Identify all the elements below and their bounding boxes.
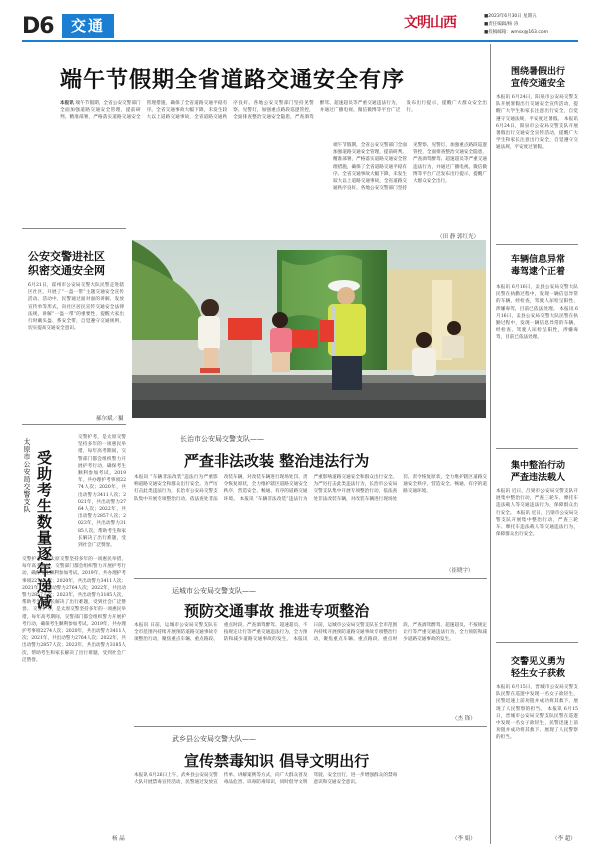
lead-photo [132,240,486,418]
art2-title: 预防交通事故 推进专项整治 [184,602,370,620]
art1-author: （崔晓宇） [446,568,474,574]
lead-body: 本报讯 端午节假期，全省公安交警部门全面加强道路交通安全管理，提前研判、精准部署，严格落实道路交通安全管理措施，确保了全省道路交通平稳有序。全省交通事故大幅下降，未发生较大以上道路交通事故，全省道路交通秩序良好。各地公安交警部门坚持见警察、见警灯，加强重点路段巡逻管控，全面排查整治交通安全隐患，严查酒驾醉驾、超速超员等严重交通违法行为，并通过广播电视、微信微博等平台广泛发布出行提示，提醒广大群众安全出行。 [60,101,487,121]
art2-dept: 运城市公安局交警支队—— [172,587,256,595]
r2-body: 本报讯 6月16日，盂县公安局交警大队民警在执勤过程中，发现一辆信息异常的车辆，经检查，驾驶人尿检呈阳性，涉嫌毒驾，目前已依法处理。 本报讯 6月16日，盂县公安局交警大队民警在执勤过程中，发现一辆信息异常的车辆，经检查，驾驶人尿检呈阳性，涉嫌毒驾，目前已依法处理。 [496,285,578,341]
masthead-logo: 文明山西 [404,15,456,31]
date: ■2023年6月30日 星期五 [484,14,537,19]
art3-dept: 武乡县公安局交警大队—— [172,735,256,743]
vert-dept: 太原市公安局交警支队 [23,438,31,513]
side-box-rule [22,228,126,229]
r4-title: 交警见义勇为 轻生女子获救 [510,657,565,679]
r1-body: 本报讯 6月24日，阳泉市公安局交警支队开展暑假出行交通安全宣传活动，提醒广大学生和家长注意出行安全，自觉遵守交通法规，平安度过暑假。 本报讯 6月24日，阳泉市公安局交警支队开展暑假出行交通安全宣传活动，提醒广大学生和家长注意出行安全，自觉遵守交通法规，平安度过暑假。 [496,95,578,151]
art2-rule [134,578,487,579]
art1-dept: 长治市公安局交警支队—— [180,435,264,443]
r3-title: 集中整治行动 严查违法载人 [510,461,565,483]
header-rule [22,40,578,42]
email: ■投稿邮箱：wmsx@163.com [484,30,548,35]
r3-rule [496,448,578,449]
r4-body: 本报讯 6月15日，晋城市公安局交警支队民警在巡逻中发现一名女子欲轻生，民警迅速上前劝阻并成功将其救下，展现了人民警察的担当。 本报讯 6月15日，晋城市公安局交警支队民警在巡逻中发现一名女子欲轻生，民警迅速上前劝阻并成功将其救下，展现了人民警察的担当。 [496,685,578,741]
vert-title: 受助考生数量逐年递减 [35,450,53,610]
side-box-body: 6月21日，霍州市公安局交警大队民警走进辖区社区，开展了“一盔一带”主题交通安全宣传活动。活动中，民警通过面对面的讲解、发放宣传单等形式，向社区居民宣传交通安全法律法规，讲解“一盔一带”的重要性，提醒大家出行时戴头盔、系安全带，自觉遵守交通规则，切实提高交通安全意识。 [28,283,124,332]
section-tag: 交通 [62,14,114,38]
right-column-rule [490,44,491,844]
art1-body: 本报讯 “车辆非法改装”违法行为严重影响道路交通安全和群众出行安全。为严厉打击此类违法行为，长治市公安局交警支队集中开展专项整治行动，依法查处非法改装车辆，对改装车辆进行现场处罚、责令恢复原状，全力维护辖区道路交通安全秩序，营造安全、畅通、有序的道路交通环境。 本报讯 “车辆非法改装”违法行为严重影响道路交通安全和群众出行安全。为严厉打击此类违法行为，长治市公安局交警支队集中开展专项整治行动，依法查处非法改装车辆，对改装车辆进行现场处罚、责令恢复原状，全力维护辖区道路交通安全秩序，营造安全、畅通、有序的道路交通环境。 [134,475,487,502]
lead-caption: （田 静 郭红光） [437,234,479,240]
art2-body: 本报讯 日前，运城市公安局交警支队在全市范围内持续开展预防道路交通事故专项整治行动，聚焦重点车辆、重点路段、重点时段，严查酒驾醉驾、超速超员、不按规定让行等严重交通违法行为，全力预防和减少道路交通事故的发生。 本报讯 日前，运城市公安局交警支队在全市范围内持续开展预防道路交通事故专项整治行动，聚焦重点车辆、重点路段、重点时段，严查酒驾醉驾、超速超员、不按规定让行等严重交通违法行为，全力预防和减少道路交通事故的发生。 [134,623,487,643]
art3-author: （李 娟） [452,836,476,842]
lead-title: 端午节假期全省道路交通安全有序 [60,68,406,93]
photo-illustration [132,240,486,418]
vert-author: 杨 晶 [112,836,125,842]
r4-author: （李 超） [552,836,576,842]
page-number: D6 [22,14,54,39]
r2-rule [496,244,578,245]
r2-title: 车辆信息异常 毒驾逮个正着 [510,255,565,277]
art3-body: 本报讯 6月26日上午，武乡县公安局交警大队开展禁毒宣传活动，民警通过发放宣传单、讲解案例等方式，向广大群众普及毒品危害、识毒防毒知识，同时倡导文明驾驶、安全出行，进一步增强群众的禁毒意识和交通安全意识。 [134,773,398,786]
editor: ■责任编辑/杨 涛 [484,22,519,27]
vert-body-2: 交警护考，是太原交警坚持多年的一项惠民举措，每年高考期间，交警部门都会组织警力开展护考行动，确保考生顺利参加考试。2019年，共办理护考事项2274人次；2020年，共出动警力3411人次；2021年，共出动警力2764人次；2022年，共出动警力2857人次；2023年，共出动警力3185人次，帮助考生和家长解决了出行难题，受到社会广泛赞誉。 交警护考，是太原交警坚持多年的一项惠民举措，每年高考期间，交警部门都会组织警力开展护考行动，确保考生顺利参加考试。2019年，共办理护考事项2274人次；2020年，共出动警力3411人次；2021年，共出动警力2764人次；2022年，共出动警力2857人次；2023年，共出动警力3185人次，帮助考生和家长解决了出行难题，受到社会广泛赞誉。 [22,557,126,663]
r4-rule [496,642,578,643]
art2-author: （杰 锋） [452,716,476,722]
side-box-title: 公安交警进社区 织密交通安全网 [28,250,105,277]
lead-body-2: 端午节假期，全省公安交警部门全面加强道路交通安全管理，提前研判、精准部署，严格落实道路交通安全管理措施，确保了全省道路交通平稳有序。全省交通事故大幅下降，未发生较大以上道路交通事故，全省道路交通秩序良好。各地公安交警部门坚持见警察、见警灯，加强重点路段巡逻管控，全面排查整治交通安全隐患，严查酒驾醉驾、超速超员等严重交通违法行为，并通过广播电视、微信微博等平台广泛发布出行提示，提醒广大群众安全出行。 [333,143,487,192]
r3-body: 本报讯 近日，吕梁市公安局交警支队开展集中整治行动，严查三轮车、摩托车违法载人等交通违法行为，保障群众出行安全。 本报讯 近日，吕梁市公安局交警支队开展集中整治行动，严查三轮车、摩托车违法载人等交通违法行为，保障群众出行安全。 [496,489,578,538]
art3-rule [134,726,487,727]
side-box-author: 郝尔斌／摄 [96,416,124,422]
art1-title: 严查非法改装 整治违法行为 [184,452,370,470]
art3-title: 宣传禁毒知识 倡导文明出行 [184,752,370,770]
vert-body: 交警护考，是太原交警坚持多年的一项惠民举措，每年高考期间，交警部门都会组织警力开展护考行动，确保考生顺利参加考试。2019年，共办理护考事项2274人次；2020年，共出动警力3411人次；2021年，共出动警力2764人次；2022年，共出动警力2857人次；2023年，共出动警力3185人次，帮助考生和家长解决了出行难题，受到社会广泛赞誉。 [78,435,126,549]
r1-title: 围绕暑假出行 宣传交通安全 [510,67,565,89]
vert-rule [22,424,126,425]
